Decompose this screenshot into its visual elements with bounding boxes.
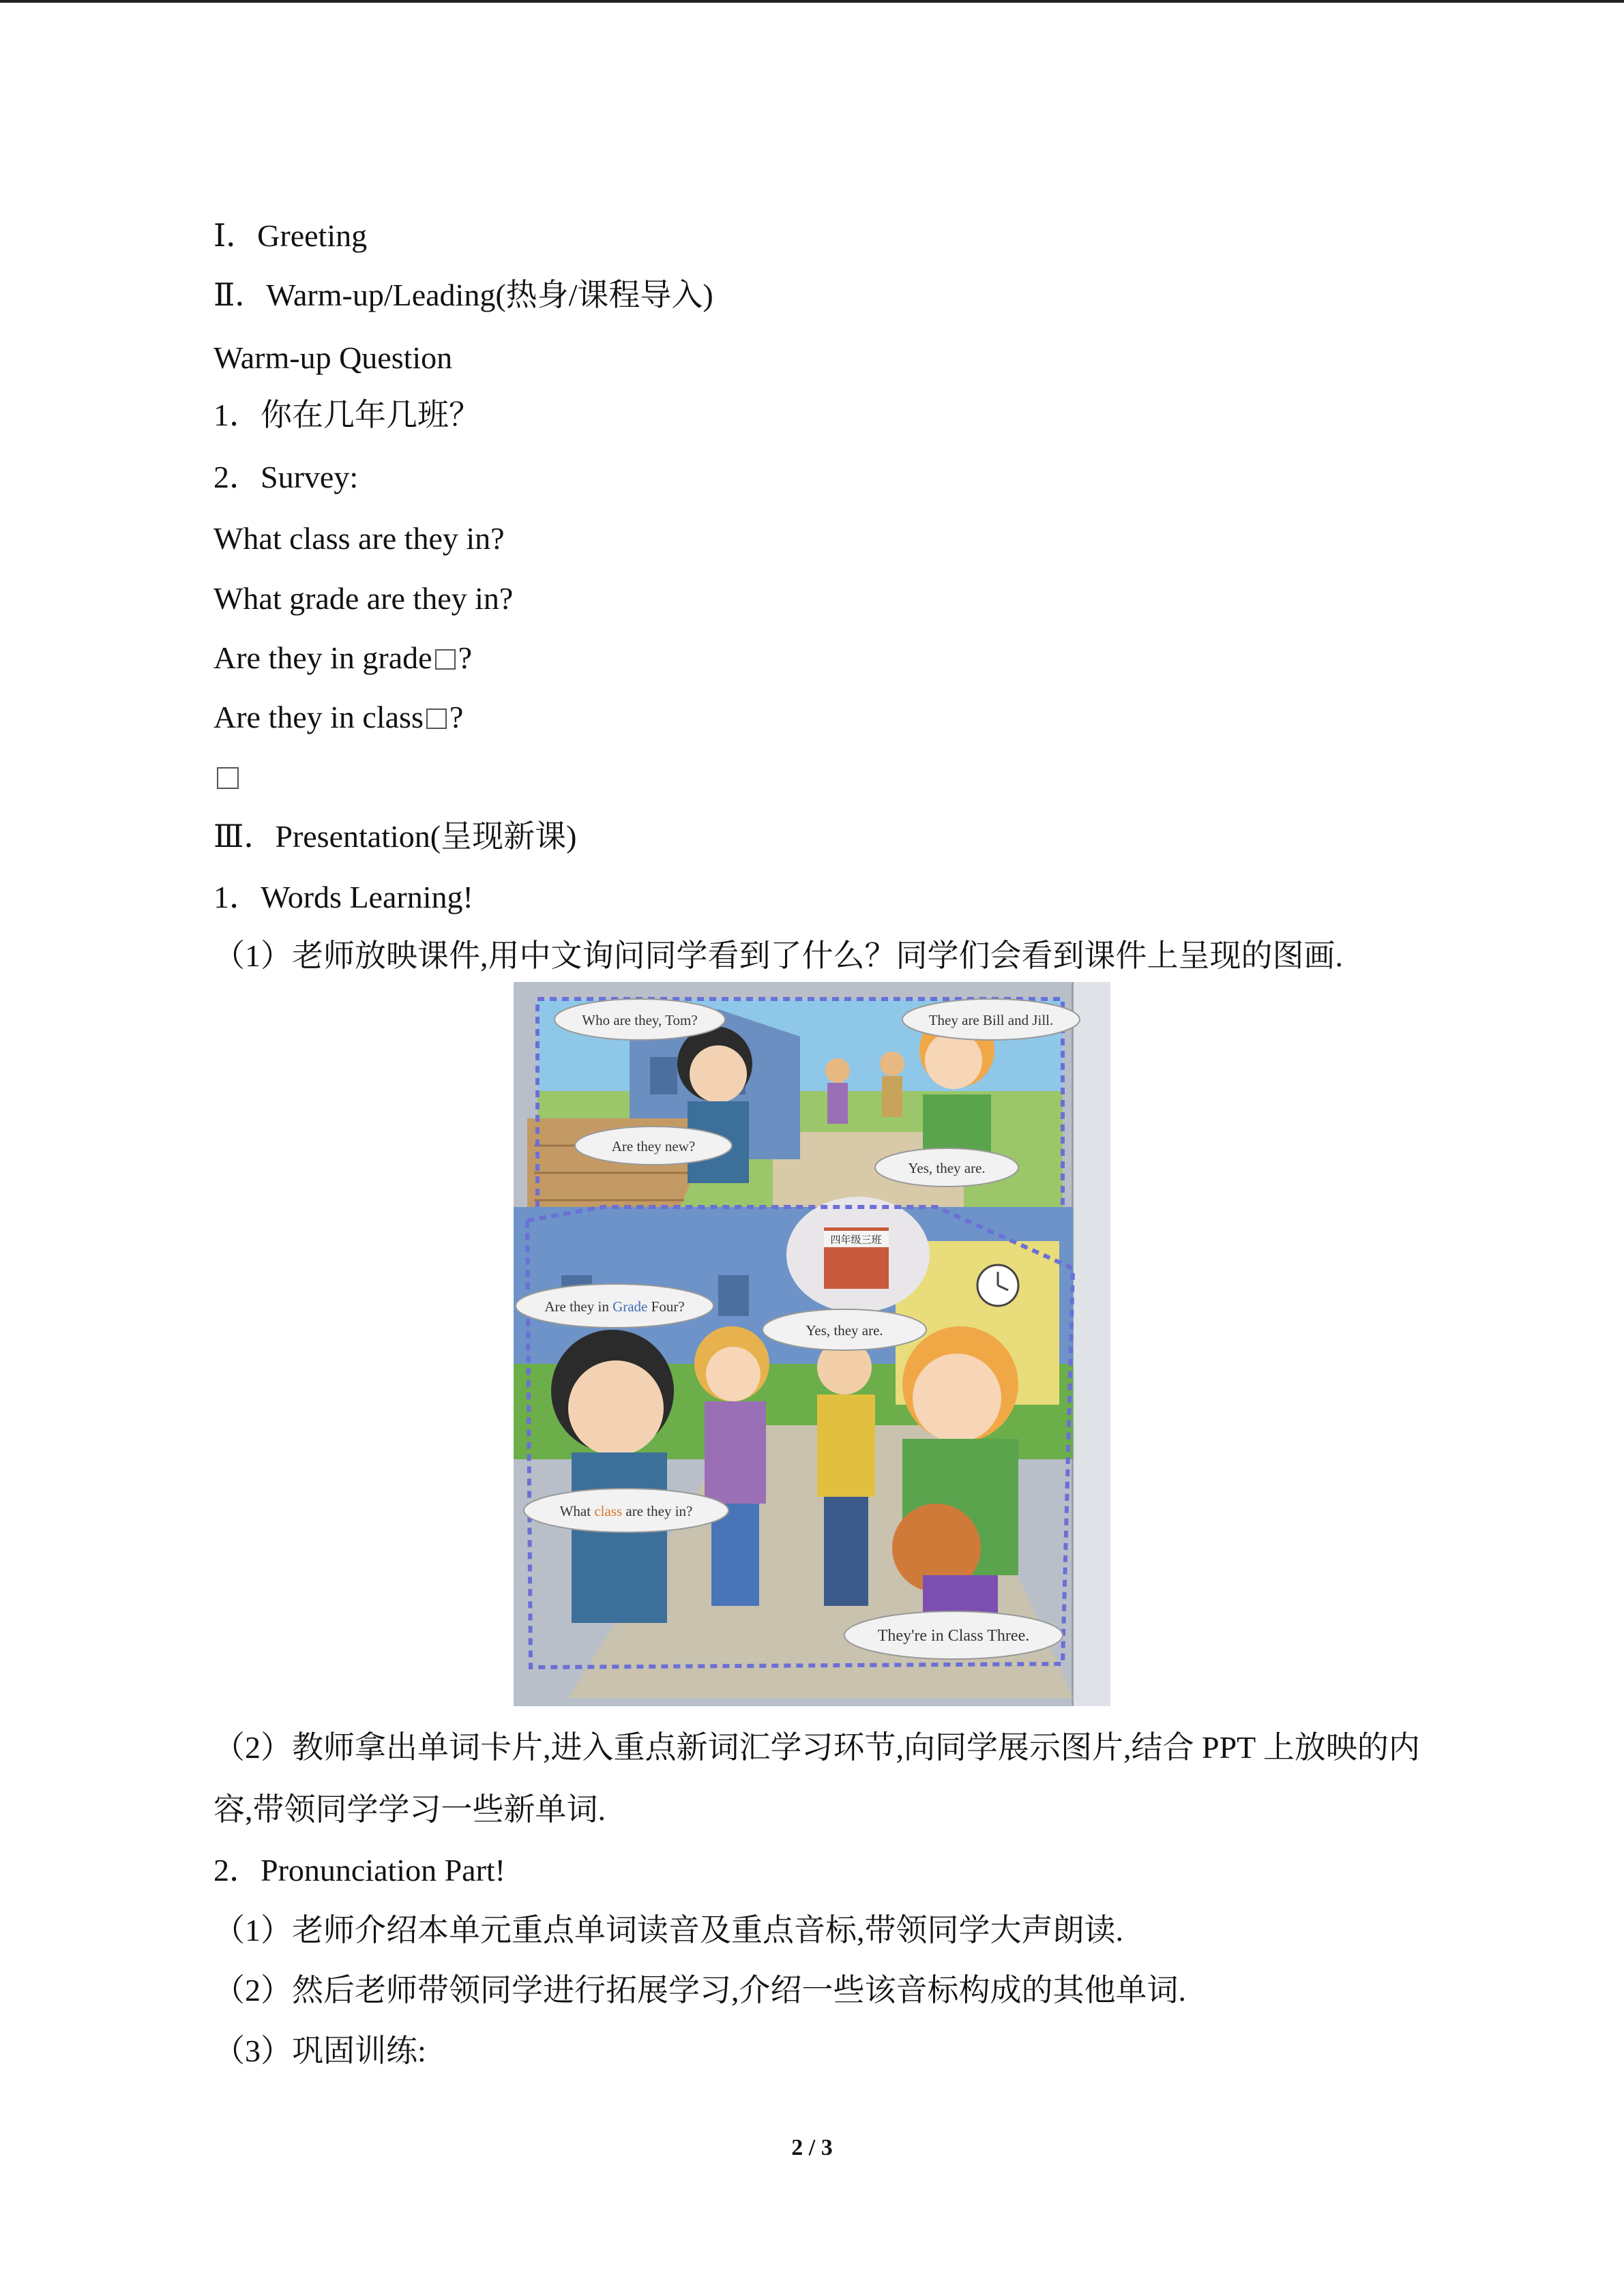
heading-presentation: Ⅲ．Presentation(呈现新课) [213,819,577,854]
survey-q1: What class are they in? [213,521,505,556]
bubble-yes-they-are-top: Yes, they are. [908,1160,986,1176]
question-1: 1．你在几年几班？ [213,398,480,432]
heading-warmup: Ⅱ．Warm-up/Leading(热身/课程导入) [213,278,713,312]
survey-q4: Are they in class ? [213,700,464,734]
bubble-class-three: They're in Class Three. [877,1627,1030,1645]
bubble-bill-and-jill: They are Bill and Jill. [928,1012,1054,1028]
words-learning: 1．Words Learning! [213,880,473,914]
step-2-text-line1: （2）教师拿出单词卡片,进入重点新词汇学习环节,向同学展示图片,结合 PPT 上放映的内 [213,1730,1420,1765]
warmup-question: Warm-up Question [213,340,453,375]
survey-label: 2．Survey: [213,460,359,494]
step-2-text-line2: 容,带领同学学习一些新单词. [213,1792,606,1827]
bubble-are-they-new: Are they new? [611,1138,696,1154]
survey-q3: Are they in grade ? [213,640,473,675]
bubble-who-are-they: Who are they, Tom? [582,1012,698,1028]
pronunciation-step-3: （3）巩固训练: [213,2033,426,2068]
bubble-yes-they-are-bottom: Yes, they are. [806,1322,883,1339]
blank-box [426,709,447,729]
bubble-grade-four: Are they in Grade Four? [544,1298,685,1315]
sign-board-text: 四年级三班 [830,1234,882,1246]
step-1-text: （1）老师放映课件,用中文询问同学看到了什么？同学们会看到课件上呈现的图画. [213,938,1343,973]
heading-greeting: Ⅰ．Greeting [213,218,368,253]
blank-box [435,649,456,670]
pronunciation-step-1: （1）老师介绍本单元重点单词读音及重点音标,带领同学大声朗读. [213,1913,1123,1948]
bubble-what-class: What class are they in? [559,1503,693,1519]
blank-box-standalone [217,767,239,789]
survey-q2: What grade are they in? [213,581,514,616]
textbook-illustration [514,982,1110,1706]
page-number: 2 / 3 [791,2135,833,2160]
pronunciation-part: 2．Pronunciation Part! [213,1853,505,1888]
pronunciation-step-2: （2）然后老师带领同学进行拓展学习,介绍一些该音标构成的其他单词. [213,1973,1186,2008]
